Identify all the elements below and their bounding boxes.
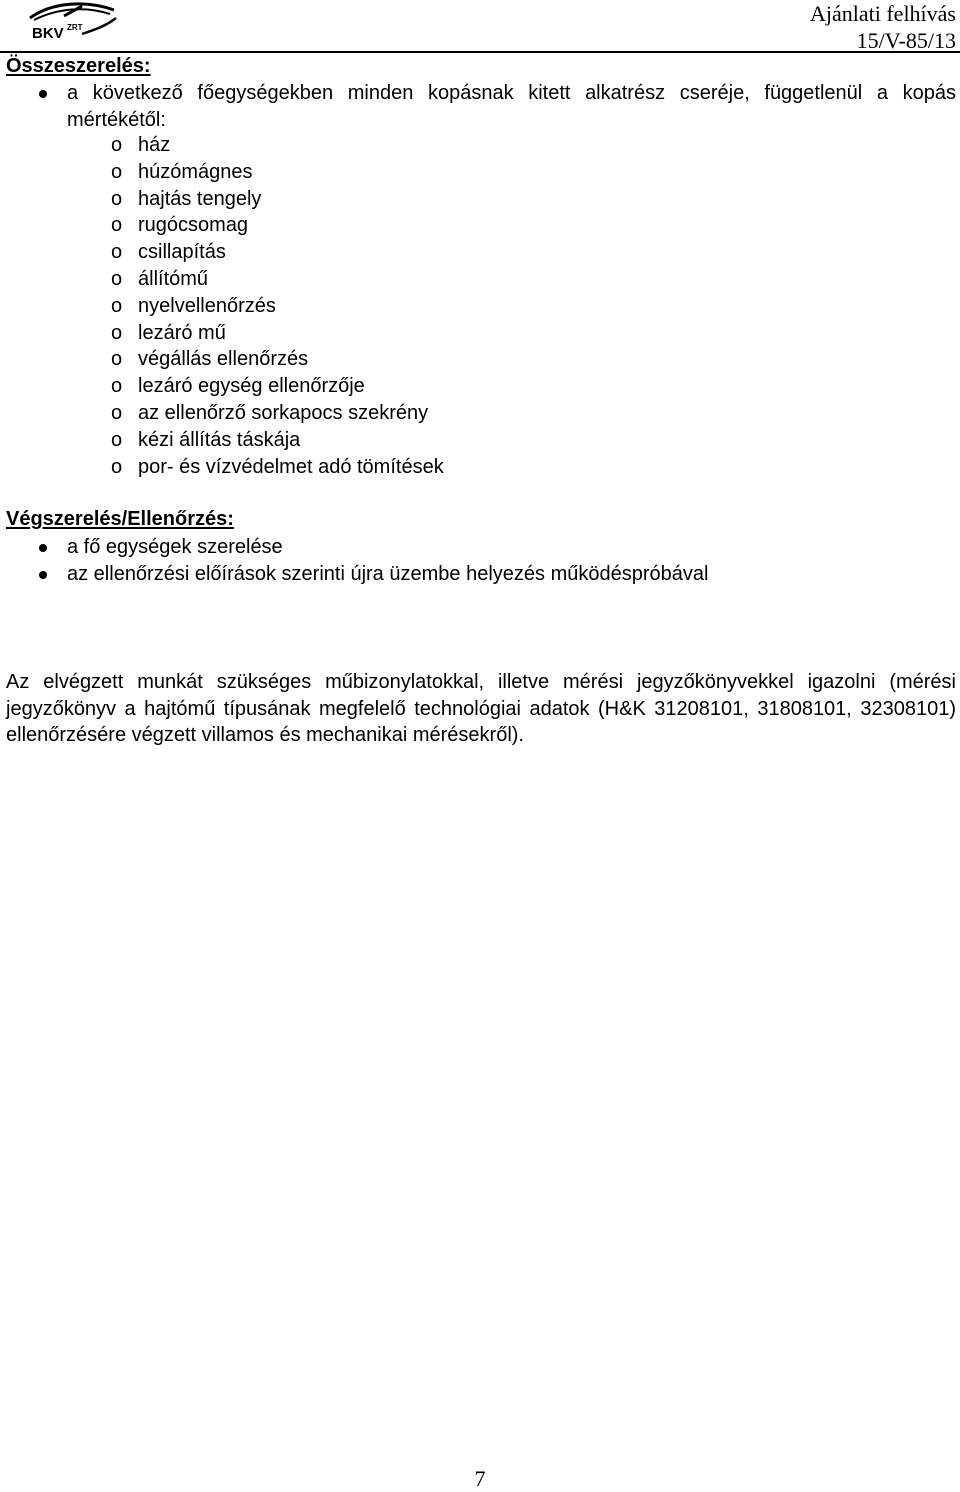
list-item: o ház [72, 132, 772, 159]
circle-bullet-icon: o [111, 214, 123, 237]
bullet-icon [39, 571, 47, 579]
list-item: o lezáró mű [72, 320, 772, 347]
doc-number: 15/V-85/13 [856, 28, 956, 53]
header-divider [0, 51, 960, 53]
circle-bullet-icon: o [111, 160, 123, 183]
page-number: 7 [474, 1466, 486, 1491]
list-item: o por- és vízvédelmet adó tömítések [72, 454, 772, 481]
list-item: o lezáró egység ellenőrzője [72, 373, 772, 400]
list-item: o nyelvellenőrzés [72, 293, 772, 320]
list-item: o az ellenőrző sorkapocs szekrény [72, 400, 772, 427]
circle-bullet-icon: o [111, 134, 123, 156]
circle-bullet-icon: o [111, 428, 123, 451]
circle-bullet-icon: o [111, 321, 123, 344]
circle-bullet-icon: o [111, 294, 123, 317]
list-item: o végállás ellenőrzés [72, 346, 772, 373]
certification-paragraph: Az elvégzett munkát szükséges műbizonylatokkal, illetve mérési jegyzőkönyvekkel igazolni (mérési jegyzőkönyv a hajtómű típusának megfelelő technológiai adatok (H&K 31208101, 31808101, 32308101) ellenőrzésére végzett villamos és mechanikai mérésekről). [6, 671, 956, 746]
bullet-text: a következő főegységekben minden kopásnak kitett alkatrész cseréje, függetlenül a kopás mértékétől: [67, 82, 956, 131]
circle-bullet-icon: o [111, 455, 123, 478]
list-item: az ellenőrzési előírások szerinti újra üzembe helyezés működéspróbával [0, 561, 960, 588]
main-units-list [72, 132, 772, 480]
list-item: o állítómű [72, 266, 772, 293]
svg-text:BKV: BKV [32, 25, 64, 42]
circle-bullet-icon: o [111, 241, 123, 264]
page-header [0, 0, 960, 54]
circle-bullet-icon: o [111, 348, 123, 371]
assembly-bullet-list [0, 80, 960, 134]
list-item: o kézi állítás táskája [72, 427, 772, 454]
circle-bullet-icon: o [111, 187, 123, 210]
list-item: o rugócsomag [72, 212, 772, 239]
bullet-icon [39, 90, 47, 98]
list-item: a fő egységek szerelése [0, 534, 960, 561]
header-info [810, 0, 956, 54]
section-title-assembly: Összeszerelés: [6, 55, 151, 77]
list-item: o hajtás tengely [72, 186, 772, 213]
bullet-icon [39, 544, 47, 552]
list-item: o csillapítás [72, 239, 772, 266]
bkv-logo [24, 0, 120, 44]
list-item [0, 80, 960, 134]
circle-bullet-icon: o [111, 267, 123, 290]
svg-text:ZRT: ZRT [67, 23, 83, 32]
list-item: o húzómágnes [72, 159, 772, 186]
final-assembly-bullet-list [0, 534, 960, 588]
circle-bullet-icon: o [111, 401, 123, 424]
circle-bullet-icon: o [111, 375, 123, 398]
doc-type: Ajánlati felhívás [809, 1, 956, 26]
section-title-final-assembly: Végszerelés/Ellenőrzés: [6, 508, 234, 530]
